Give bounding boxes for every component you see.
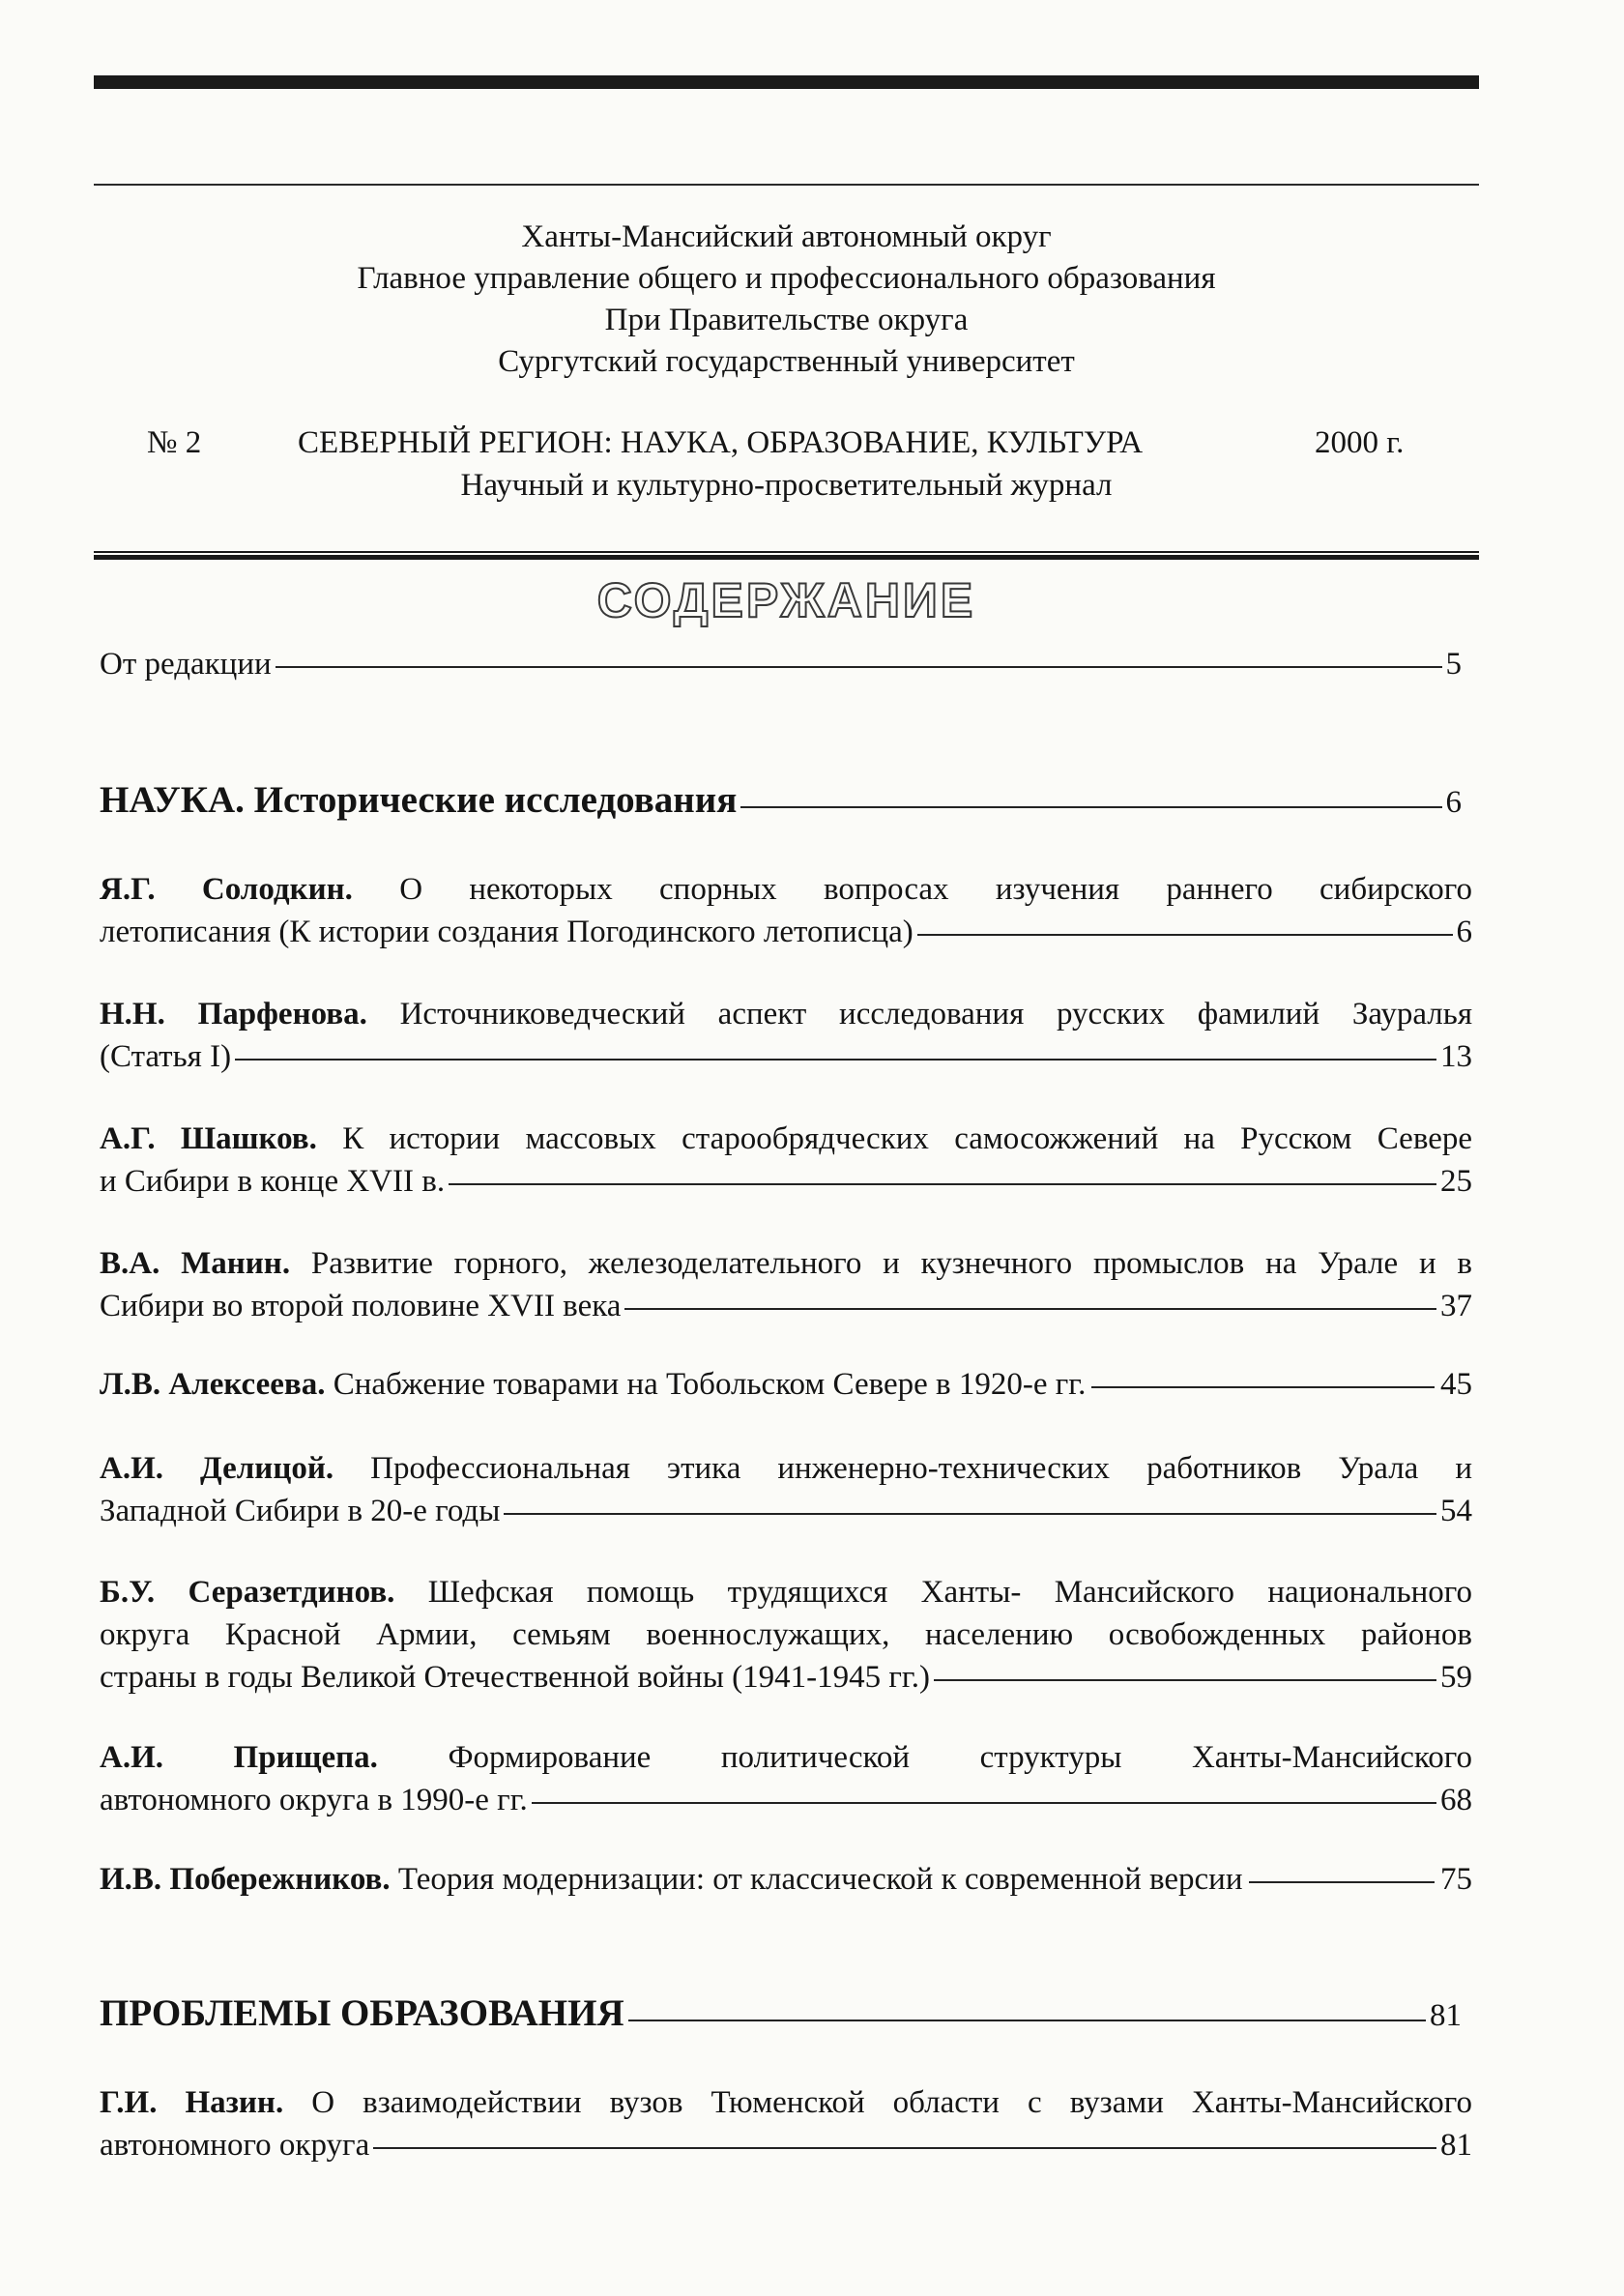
leader-line bbox=[276, 666, 1442, 668]
entry-last-line bbox=[100, 1160, 1472, 1203]
entry-last-line bbox=[100, 1656, 1472, 1699]
page-number: 25 bbox=[1440, 1164, 1472, 1199]
toc-entry bbox=[100, 1242, 1472, 1327]
page-number: 75 bbox=[1440, 1862, 1472, 1897]
entry-last-line bbox=[100, 1490, 1472, 1532]
toc-entry bbox=[100, 1736, 1472, 1821]
toc-entry bbox=[100, 2081, 1472, 2166]
issue-year: 2000 г. bbox=[1315, 425, 1405, 460]
publisher-block bbox=[94, 217, 1479, 383]
entry-author: А.Г. Шашков. bbox=[100, 1121, 317, 1156]
page-number: 45 bbox=[1440, 1367, 1472, 1402]
page-number: 13 bbox=[1440, 1039, 1472, 1074]
entry-title: О некоторых спорных вопросах изучения раннего сибирского bbox=[399, 872, 1472, 907]
toc-entry bbox=[100, 993, 1472, 1078]
entry-title-cont: летописания (К истории создания Погодинского летописца) bbox=[100, 915, 914, 949]
page-number: 5 bbox=[1445, 647, 1462, 682]
leader-line bbox=[449, 1183, 1436, 1185]
entry-author: Л.В. Алексеева. bbox=[100, 1367, 326, 1402]
entry-first-line bbox=[100, 1447, 1472, 1490]
entry-title: Источниковедческий аспект исследования русских фамилий Зауралья bbox=[399, 997, 1473, 1032]
entry-author: Н.Н. Парфенова. bbox=[100, 997, 367, 1032]
entry-last-line bbox=[100, 2124, 1472, 2166]
page-number: 81 bbox=[1430, 1998, 1462, 2033]
toc-entry bbox=[100, 1571, 1472, 1699]
entry-first-line bbox=[100, 868, 1472, 911]
page-number: 68 bbox=[1440, 1783, 1472, 1817]
toc-entry bbox=[100, 868, 1472, 953]
toc-entry-label: От редакции bbox=[100, 647, 272, 682]
entry-title: Профессиональная этика инженерно-технических работников Урала и bbox=[370, 1451, 1473, 1486]
entry-first-line bbox=[100, 2081, 1472, 2124]
section-title: ПРОБЛЕМЫ ОБРАЗОВАНИЯ bbox=[100, 1992, 624, 2034]
leader-line bbox=[624, 1308, 1436, 1310]
toc-entry bbox=[100, 1858, 1472, 1901]
entry-first-line bbox=[100, 1571, 1472, 1613]
page-number: 6 bbox=[1456, 915, 1472, 949]
entry-title-cont: страны в годы Великой Отечественной войны (1941-1945 гг.) bbox=[100, 1660, 930, 1695]
page-number: 59 bbox=[1440, 1660, 1472, 1695]
page-number: 37 bbox=[1440, 1289, 1472, 1323]
leader-line bbox=[532, 1802, 1436, 1804]
entry-author: А.И. Делицой. bbox=[100, 1451, 334, 1486]
entry-single-line bbox=[100, 1363, 1472, 1406]
leader-line bbox=[373, 2147, 1436, 2149]
entry-last-line bbox=[100, 911, 1472, 953]
publisher-line: При Правительстве округа bbox=[604, 303, 969, 337]
journal-title: СЕВЕРНЫЙ РЕГИОН: НАУКА, ОБРАЗОВАНИЕ, КУЛЬТУРА bbox=[298, 425, 1144, 460]
entry-author: Б.У. Серазетдинов. bbox=[100, 1575, 395, 1610]
page-number: 81 bbox=[1440, 2128, 1472, 2163]
section-heading-science bbox=[100, 778, 1462, 822]
header-rule bbox=[94, 184, 1479, 186]
entry-first-line bbox=[100, 1736, 1472, 1779]
leader-line bbox=[628, 2020, 1426, 2021]
publisher-line: Сургутский государственный университет bbox=[498, 344, 1075, 379]
entry-title-cont: Сибири во второй половине XVII века bbox=[100, 1289, 622, 1323]
leader-line bbox=[235, 1059, 1436, 1061]
entry-title-cont: Западной Сибири в 20-е годы bbox=[100, 1494, 501, 1528]
contents-heading: СОДЕРЖАНИЕ bbox=[596, 573, 976, 627]
contents-rule bbox=[94, 551, 1479, 560]
entry-last-line bbox=[100, 1035, 1472, 1078]
entry-title: Шефская помощь трудящихся Ханты- Мансийского национального bbox=[427, 1575, 1473, 1610]
leader-line bbox=[504, 1513, 1436, 1515]
entry-author: И.В. Побережников. bbox=[100, 1862, 391, 1897]
publisher-line: Ханты-Мансийский автономный округ bbox=[521, 219, 1052, 254]
issue-number: № 2 bbox=[147, 425, 202, 460]
entry-author: Г.И. Назин. bbox=[100, 2085, 284, 2120]
section-title: НАУКА. Исторические исследования bbox=[100, 779, 738, 821]
entry-title: К истории массовых старообрядческих самосожжений на Русском Севере bbox=[342, 1121, 1472, 1156]
entry-title: Развитие горного, железоделательного и кузнечного промыслов на Урале и в bbox=[310, 1246, 1472, 1281]
entry-author: В.А. Манин. bbox=[100, 1246, 291, 1281]
entry-title-cont: (Статья I) bbox=[100, 1039, 232, 1074]
entry-author: Я.Г. Солодкин. bbox=[100, 872, 353, 907]
toc-entry bbox=[100, 1363, 1472, 1406]
leader-line bbox=[934, 1679, 1436, 1681]
leader-line bbox=[1091, 1386, 1435, 1388]
entry-middle-line: округа Красной Армии, семьям военнослужащих, населению освобожденных районов bbox=[100, 1617, 1472, 1652]
entry-first-line bbox=[100, 993, 1472, 1035]
entry-first-line bbox=[100, 1118, 1472, 1160]
entry-first-line bbox=[100, 1242, 1472, 1285]
entry-last-line bbox=[100, 1779, 1472, 1821]
entry-title-cont: автономного округа bbox=[100, 2128, 370, 2163]
leader-line bbox=[1249, 1881, 1436, 1883]
section-heading-education bbox=[100, 1991, 1462, 2035]
toc-entry bbox=[100, 1447, 1472, 1532]
entry-single-line bbox=[100, 1858, 1472, 1901]
leader-line bbox=[740, 806, 1441, 808]
journal-subtitle: Научный и культурно-просветительный журнал bbox=[460, 468, 1113, 503]
entry-author: А.И. Прищепа. bbox=[100, 1740, 378, 1775]
toc-entry bbox=[100, 1118, 1472, 1203]
publisher-line: Главное управление общего и профессионального образования bbox=[357, 261, 1216, 296]
page-number: 6 bbox=[1445, 785, 1462, 820]
toc-entry-editorial bbox=[100, 643, 1462, 685]
leader-line bbox=[917, 934, 1453, 936]
entry-title: Теория модернизации: от классической к современной версии bbox=[397, 1862, 1243, 1897]
entry-last-line bbox=[100, 1285, 1472, 1327]
entry-title: О взаимодействии вузов Тюменской области с вузами Ханты-Мансийского bbox=[311, 2085, 1472, 2120]
entry-title-cont: и Сибири в конце XVII в. bbox=[100, 1164, 446, 1199]
entry-title: Формирование политической структуры Ханты-Мансийского bbox=[448, 1740, 1473, 1775]
top-border-rule bbox=[94, 75, 1479, 89]
page-number: 54 bbox=[1440, 1494, 1472, 1528]
entry-title-cont: автономного округа в 1990-е гг. bbox=[100, 1783, 528, 1817]
entry-title: Снабжение товарами на Тобольском Севере в 1920-е гг. bbox=[333, 1367, 1087, 1402]
